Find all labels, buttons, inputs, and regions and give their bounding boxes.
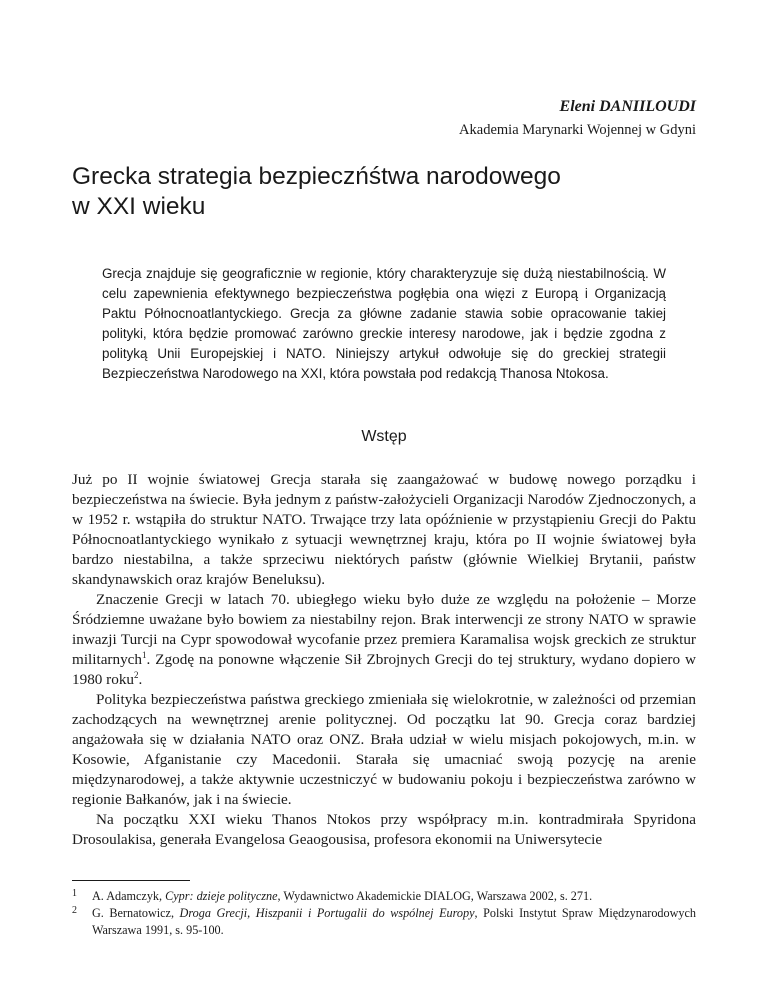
article-title <box>72 162 692 222</box>
title-line-2: w XXI wieku <box>72 193 206 220</box>
paragraph-3: Polityka bezpieczeństwa państwa greckiego zmieniała się wielokrotnie, w zależności od przemian zachodzących na wewnętrznej arenie politycznej. Od początku lat 90. Grecja coraz bardziej angażowała się w działania NATO oraz ONZ. Brała udział w wielu misjach pokojowych, m.in. w Kosowie, Afganistanie czy Macedonii. Starała się umacniać swoją pozycję na arenie międzynarodowej, a także aktywnie uczestniczyć w budowaniu pokoju i bezpieczeństwa zarówno w regionie Bałkanów, jak i na świecie. <box>72 691 696 808</box>
footnote-ref-1: 1 <box>142 649 147 660</box>
paragraph-2-part-c: . <box>138 671 143 688</box>
title-line-1: Grecka strategia bezpieczńśtwa narodowego <box>72 163 561 190</box>
footnote-text-post: , Polski Instytut Spraw Międzynarodowych Warszawa 1991, s. 95-100. <box>92 906 697 937</box>
author-affiliation: Akademia Marynarki Wojennej w Gdyni <box>459 122 696 138</box>
section-heading: Wstęp <box>361 428 407 445</box>
paragraph-2-part-a: Znaczenie Grecji w latach 70. ubiegłego wieku było duże ze względu na położenie – Morze Śródziemne uważane było bowiem za niestabilny rejon. Brak interwencji ze strony NATO w sprawie inwazji Turcji na Cypr spowodował wycofanie przez premiera Karamalisa wojsk greckich ze struktur militarnych <box>72 591 696 668</box>
paragraph-1: Już po II wojnie światowej Grecja starała się zaangażować w budowę nowego porządku i bezpieczeństwa na świecie. Była jednym z państw-założycieli Organizacji Narodów Zjednoczonych, a w 1952 r. wstąpiła do struktur NATO. Trwające trzy lata opóźnienie w przystąpieniu Grecji do Paktu Północnoatlantyckiego wynikało z sytuacji wewnętrznej kraju, która po II wojnie światowej była bardzo niestabilna, a także sprzeciwu niektórych państw (głównie Wielkiej Brytanii, państw skandynawskich oraz krajów Beneluksu). <box>72 471 696 588</box>
footnote-title: Cypr: dzieje polityczne <box>165 889 278 903</box>
footnote <box>72 888 696 905</box>
footnote-number: 1 <box>72 888 77 899</box>
abstract: Grecja znajduje się geograficznie w regionie, który charakteryzuje się dużą niestabilnością. W celu zapewnienia efektywnego bezpieczeństwa pogłębia ona więzi z Europą i Organizacją Paktu Północnoatlantyckiego. Grecja za główne zadanie stawia sobie opracowanie takiej polityki, która będzie promować zarówno greckie interesy narodowe, jak i będzie zgodna z polityką Unii Europejskiej i NATO. Niniejszy artykuł odwołuje się do greckiej strategii Bezpieczeństwa Narodowego na XXI, która powstała pod redakcją Thanosa Ntokosa. <box>102 266 666 381</box>
footnote <box>72 905 696 939</box>
footnote-number: 2 <box>72 905 77 916</box>
paragraph-4: Na początku XXI wieku Thanos Ntokos przy współpracy m.in. kontradmirała Spyridona Drosoulakisa, generała Evangelosa Geaogousisa, profesora ekonomii na Uniwersytecie <box>72 811 696 848</box>
footnote-title: Droga Grecji, Hiszpanii i Portugalii do wspólnej Europy <box>179 906 475 920</box>
body-text <box>72 470 696 850</box>
footnote-text-pre: G. Bernatowicz, <box>92 906 180 920</box>
paragraph-2 <box>72 590 696 690</box>
footnotes <box>72 888 696 939</box>
footnote-ref-2: 2 <box>134 669 139 680</box>
footnote-text-post: , Wydawnictwo Akademickie DIALOG, Warszawa 2002, s. 271. <box>277 889 593 903</box>
paragraph-2-part-b: . Zgodę na ponowne włączenie Sił Zbrojnych Grecji do tej struktury, wydano dopiero w 1980 roku <box>72 651 696 688</box>
author-name: Eleni DANIILOUDI <box>559 98 696 115</box>
footnote-text-pre: A. Adamczyk, <box>92 889 166 903</box>
footnote-divider <box>72 880 190 881</box>
